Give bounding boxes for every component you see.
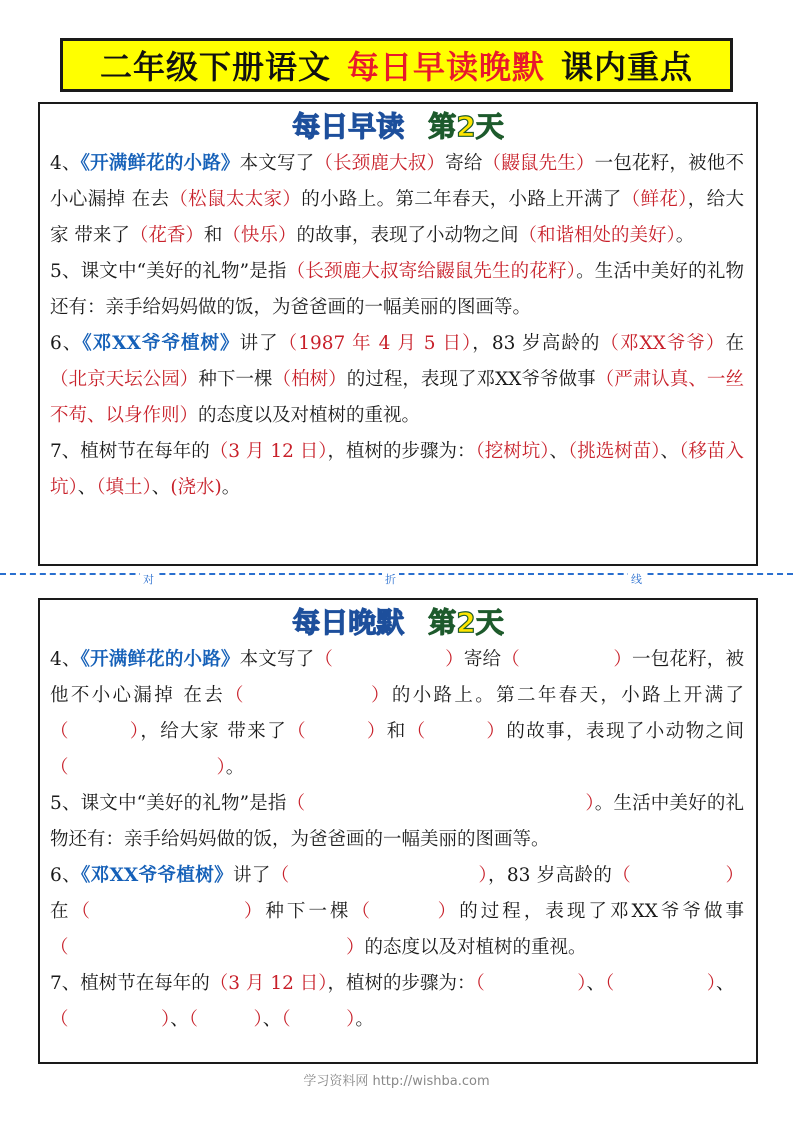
answer: （1987 年 4 月 5 日） bbox=[278, 333, 473, 354]
evening-dictation-content bbox=[50, 642, 744, 1038]
blank[interactable]: （ ） bbox=[406, 721, 507, 742]
blank[interactable]: （ ） bbox=[351, 901, 460, 922]
blank[interactable]: （ ） bbox=[605, 973, 717, 994]
item-5: 5、课文中“美好的礼物”是指（ ）。生活中美好的礼物还有：亲手给妈妈做的饭，为爸爸画的一幅美丽的图画等。 bbox=[50, 793, 744, 850]
answer: （和谐相处的美好） bbox=[518, 225, 676, 246]
answer: （柏树） bbox=[272, 369, 347, 390]
title-label: 每日晚默 bbox=[292, 606, 405, 639]
item-4: 4、《开满鲜花的小路》本文写了（ ）寄给（ ）一包花籽，被他不小心漏掉 在去（ ）的小路上。第二年春天，小路上开满了（ ），给大家 带来了（ ）和（ ）的故事，表现了小动物之间（ ）。 bbox=[50, 649, 744, 778]
title-day: 第2天 bbox=[428, 110, 504, 143]
answer: （挑选树苗） bbox=[568, 441, 661, 462]
title-day: 第2天 bbox=[428, 606, 504, 639]
banner-highlight: 每日早读晚默 bbox=[346, 48, 545, 86]
fold-label: 对 bbox=[140, 571, 157, 587]
answer: (浇水) bbox=[170, 477, 222, 498]
fold-line bbox=[0, 573, 793, 589]
fold-label: 线 bbox=[628, 571, 645, 587]
answer: （3 月 12 日） bbox=[209, 441, 328, 462]
blank[interactable]: （ ） bbox=[50, 937, 365, 958]
blank[interactable]: （ ） bbox=[225, 685, 392, 706]
blank[interactable]: （ ） bbox=[270, 865, 489, 886]
banner-grade: 二年级下册语文 bbox=[99, 48, 331, 86]
blank[interactable]: （ ） bbox=[188, 1009, 263, 1030]
evening-dictation-title bbox=[40, 604, 756, 642]
morning-reading-title bbox=[40, 108, 756, 146]
blank[interactable]: （ ） bbox=[286, 793, 595, 814]
item-6: 6、《邓XX爷爷植树》讲了（1987 年 4 月 5 日），83 岁高龄的（邓XX爷爷）在（北京天坛公园）种下一棵（柏树）的过程，表现了邓XX爷爷做事（严肃认真、一丝不苟、以身作则）的态度以及对植树的重视。 bbox=[50, 333, 744, 426]
evening-dictation-box bbox=[38, 598, 758, 1064]
answer: （邓XX爷爷） bbox=[600, 333, 726, 354]
fold-label: 折 bbox=[382, 571, 399, 587]
answer: （长颈鹿大叔寄给鼹鼠先生的花籽） bbox=[286, 261, 577, 282]
morning-reading-box bbox=[38, 102, 758, 566]
page-banner bbox=[60, 38, 733, 92]
item-6: 6、《邓XX爷爷植树》讲了（ ），83 岁高龄的（ ）在（ ）种下一棵（ ）的过程，表现了邓XX爷爷做事（ ）的态度以及对植树的重视。 bbox=[50, 865, 744, 958]
answer: （鼹鼠先生） bbox=[482, 153, 595, 174]
morning-reading-content bbox=[50, 146, 744, 506]
blank[interactable]: （ ） bbox=[50, 757, 226, 778]
item-5: 5、课文中“美好的礼物”是指（长颈鹿大叔寄给鼹鼠先生的花籽）。生活中美好的礼物还有：亲手给妈妈做的饭，为爸爸画的一幅美丽的图画等。 bbox=[50, 261, 744, 318]
blank[interactable]: （ ） bbox=[314, 649, 464, 670]
answer: （松鼠太太家） bbox=[169, 189, 302, 210]
book-title: 《开满鲜花的小路》 bbox=[80, 649, 240, 670]
item-4: 4、《开满鲜花的小路》本文写了（长颈鹿大叔）寄给（鼹鼠先生）一包花籽，被他不小心漏掉 在去（松鼠太太家）的小路上。第二年春天，小路上开满了（鲜花），给大家 带来了（花香）和（快乐）的故事，表现了小动物之间（和谐相处的美好）。 bbox=[50, 153, 744, 246]
blank[interactable]: （ ） bbox=[501, 649, 633, 670]
answer: （挖树坑） bbox=[475, 441, 550, 462]
book-title: 《邓XX爷爷植树》 bbox=[81, 865, 233, 886]
answer: （3 月 12 日） bbox=[209, 973, 328, 994]
banner-topic: 课内重点 bbox=[561, 48, 694, 86]
blank[interactable]: （ ） bbox=[50, 1009, 171, 1030]
item-7: 7、植树节在每年的（3 月 12 日），植树的步骤为：（ ）、（ ）、（ ）、（ ）、（ ）。 bbox=[50, 973, 735, 1030]
footer-source: 学习资料网 http://wishba.com bbox=[303, 1074, 490, 1089]
blank[interactable]: （ ） bbox=[475, 973, 587, 994]
blank[interactable]: （ ） bbox=[71, 901, 266, 922]
blank[interactable]: （ ） bbox=[612, 865, 744, 886]
answer: （花香） bbox=[129, 225, 204, 246]
answer: （快乐） bbox=[222, 225, 297, 246]
answer: （移苗入坑） bbox=[50, 441, 744, 498]
answer: （填土） bbox=[96, 477, 152, 498]
blank[interactable]: （ ） bbox=[281, 1009, 356, 1030]
answer: （鲜花） bbox=[621, 189, 688, 210]
book-title: 《邓XX爷爷植树》 bbox=[82, 333, 240, 354]
item-7: 7、植树节在每年的（3 月 12 日），植树的步骤为：（挖树坑）、（挑选树苗）、（移苗入坑）、（填土）、(浇水)。 bbox=[50, 441, 744, 498]
book-title: 《开满鲜花的小路》 bbox=[80, 153, 240, 174]
answer: （北京天坛公园） bbox=[50, 369, 199, 390]
answer: （长颈鹿大叔） bbox=[314, 153, 446, 174]
answer: （严肃认真、一丝不苟、以身作则） bbox=[50, 369, 744, 426]
title-label: 每日早读 bbox=[292, 110, 405, 143]
blank[interactable]: （ ） bbox=[287, 721, 387, 742]
blank[interactable]: （ ） bbox=[50, 721, 141, 742]
